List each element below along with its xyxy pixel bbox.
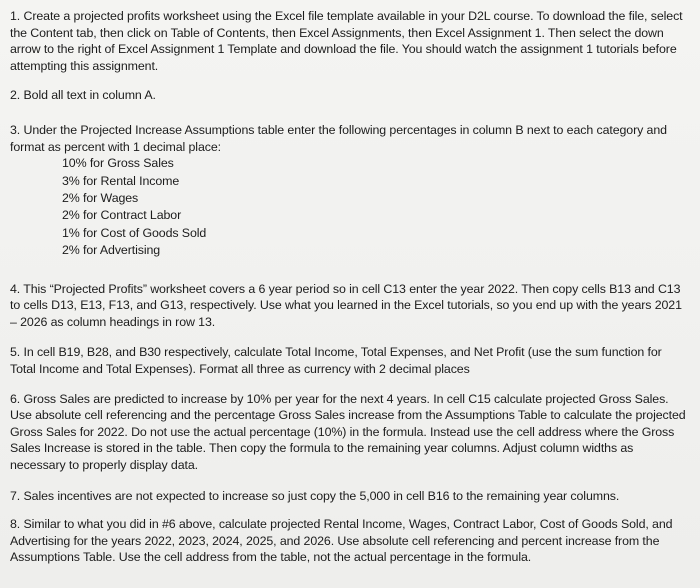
instruction-number: 8.: [10, 517, 21, 532]
instruction-8: [10, 516, 690, 566]
percentage-item: 2% for Wages: [62, 190, 139, 205]
instruction-4: [10, 281, 690, 331]
percentage-list: [10, 155, 690, 259]
instruction-text: Similar to what you did in #6 above, calculate projected Rental Income, Wages, Contract Labor, Cost of Goods Sold, and Advertising for the years 2022, 2023, 2024, 2025, and 2026. Use absolute cell referencing and percent increase from the Assumptions Table. Use the cell address from the table, not the actual percentage in the formula.: [10, 517, 673, 565]
instruction-number: 4.: [10, 281, 21, 296]
instruction-2: [10, 87, 690, 104]
instruction-text: In cell B19, B28, and B30 respectively, calculate Total Income, Total Expenses, and Net Profit (use the sum function for Total Income and Total Expenses). Format all three as currency with 2 decimal places: [10, 345, 662, 376]
percentage-item: 10% for Gross Sales: [62, 156, 174, 171]
instruction-text: Bold all text in column A.: [23, 88, 156, 103]
instruction-7: [10, 488, 690, 505]
instruction-5: [10, 344, 690, 377]
instruction-1: [10, 8, 690, 74]
instruction-3: [10, 122, 690, 260]
percentage-item: 2% for Contract Labor: [62, 208, 182, 223]
instruction-text: Sales incentives are not expected to increase so just copy the 5,000 in cell B16 to the remaining year columns.: [23, 488, 620, 503]
instruction-6: [10, 391, 690, 474]
instruction-text: This “Projected Profits” worksheet covers a 6 year period so in cell C13 enter the year 2022. Then copy cells B13 and C13 to cells D13, E13, F13, and G13, respectively. Use what you learned in the Excel tutorials, so you end up with the years 2021 – 2026 as column headings in row 13.: [10, 281, 682, 329]
instruction-text: Gross Sales are predicted to increase by 10% per year for the next 4 years. In cell C15 calculate projected Gross Sales. Use absolute cell referencing and the percentage Gross Sales increase from the Assumptions Table to calculate the projected Gross Sales for 2022. Do not use the actual percentage (10%) in the formula. Instead use the cell address where the Gross Sales Increase is stored in the table. Then copy the formula to the remaining year columns. Adjust column widths as necessary to properly display data.: [10, 391, 686, 472]
instruction-number: 6.: [10, 391, 21, 406]
instruction-number: 1.: [10, 9, 21, 23]
instruction-number: 5.: [10, 345, 21, 360]
percentage-item: 1% for Cost of Goods Sold: [62, 225, 207, 240]
instruction-number: 7.: [10, 488, 21, 503]
instruction-text: Create a projected profits worksheet using the Excel file template available in your D2L course. To download the file, select the Content tab, then click on Table of Contents, then Excel Assignments, then Excel Assignment 1. Then select the down arrow to the right of Excel Assignment 1 Template and download the file. You should watch the assignment 1 tutorials before attempting this assignment.: [10, 9, 683, 73]
percentage-item: 3% for Rental Income: [62, 173, 180, 188]
instruction-text: Under the Projected Increase Assumptions table enter the following percentages in column B next to each category and format as percent with 1 decimal place:: [10, 122, 667, 154]
percentage-item: 2% for Advertising: [62, 243, 161, 258]
instruction-number: 2.: [10, 88, 21, 103]
instruction-number: 3.: [10, 122, 21, 137]
